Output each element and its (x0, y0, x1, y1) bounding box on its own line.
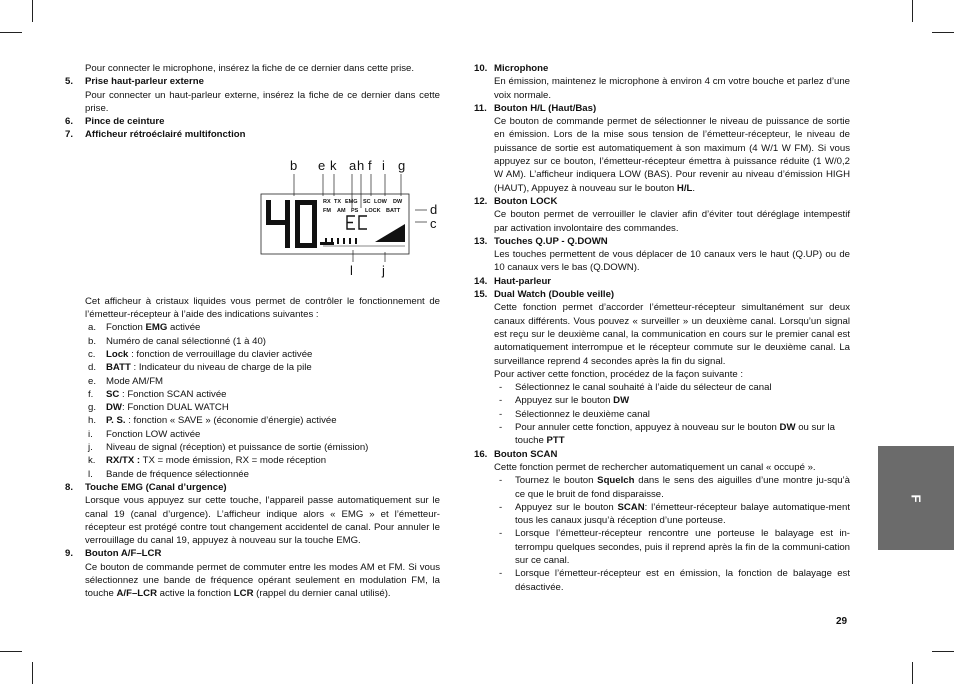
intro-text: Pour connecter le microphone, insérez la fiche de ce dernier dans cette prise. (85, 63, 415, 74)
list-bold: BATT (106, 362, 131, 374)
item-11 (474, 102, 850, 195)
list-letter: i. (88, 428, 93, 440)
crop-mark (32, 0, 33, 22)
item-title: Touches Q.UP - Q.DOWN (494, 235, 608, 247)
list-text: Numéro de canal sélectionné (1 à 40) (106, 335, 266, 347)
item-text: Lorsque vous appuyez sur cette touche, l’appareil passe automatiquement sur le canal 19 (canal d’urgence). L’afficheur indique alors « EMG » et l’émetteur-récepteur est protégé contre tout changement accidentel de canal. Pour annuler le verrouillage du canal 19, appuyez à nouveau sur la touche EMG. (85, 495, 440, 547)
dash-item (474, 381, 850, 394)
dash-text: Sélectionnez le deuxième canal (515, 408, 650, 420)
crop-mark (32, 662, 33, 684)
list-bold: Lock (106, 348, 129, 360)
dash-text: Sélectionnez le canal souhaité à l’aide du sélecteur de canal (515, 382, 772, 394)
signal-bar-graph (375, 224, 405, 242)
item-text: Pour activer cette fonction, procédez de la façon suivante : (494, 368, 744, 380)
item-number: 10. (474, 63, 488, 74)
callout-letter: d (430, 202, 438, 217)
item-14 (474, 275, 850, 288)
dash-list (474, 381, 850, 447)
item-9 (65, 547, 440, 600)
callout-letter: g (398, 158, 406, 173)
list-letter: a. (88, 322, 97, 334)
lcd-indicator-low: LOW (374, 199, 387, 205)
item-text: Les touches permettent de vous déplacer de 10 canaux vers le haut (Q.UP) ou de 10 canaux vers le bas (Q.DOWN). (494, 249, 850, 274)
text-run: Ce bouton de commande permet de sélectionner le niveau de puissance de sortie en émission. Lors de la mise sous tension de l’émetteur-récepteur, le niveau de puissance de sortie est automatiquement à son maximum (4 W/1 W FM). Si vous appuyez sur ce bouton, l’émetteur-récepteur émettra à puissance réduite (1 W/0,2 W AM). L’afficheur indiquera LOW (BAS). Pour revenir au niveau d’émission HIGH (HAUT), Appuyez à nouveau sur le bouton (494, 116, 850, 194)
item-10 (474, 62, 850, 102)
item-number: 12. (474, 195, 488, 207)
item-number: 5. (65, 76, 74, 88)
lcd-drawing (255, 158, 445, 280)
lcd-indicator-rx: RX (323, 199, 331, 205)
dash-text: ou sur la touche (515, 422, 835, 447)
legend-list (65, 321, 440, 481)
lcd-indicators-row1 (323, 199, 403, 205)
item-title: Pince de ceinture (85, 116, 165, 128)
list-bold: DW (106, 402, 122, 414)
callout-letter: b (290, 158, 298, 173)
item-5 (65, 75, 440, 115)
dash-item (474, 474, 850, 501)
list-item (65, 428, 440, 441)
callout-letter: h (357, 158, 365, 173)
item-16 (474, 448, 850, 475)
dash-marker: - (499, 382, 503, 394)
item-title: Microphone (494, 63, 549, 74)
list-item (65, 388, 440, 401)
item-title: Bouton SCAN (494, 448, 558, 460)
item-number: 14. (474, 275, 488, 287)
lcd-indicator-sc: SC (363, 199, 371, 205)
dash-item (474, 527, 850, 567)
dash-text: Tournez le bouton (515, 475, 598, 487)
lcd-indicator-batt: BATT (386, 208, 401, 214)
left-column (65, 62, 440, 601)
list-letter: d. (88, 362, 97, 374)
item-text (85, 561, 440, 601)
language-tab-letter (878, 446, 954, 550)
item-text: Pour connecter un haut-parleur externe, insérez la fiche de ce dernier dans cette prise. (85, 89, 440, 114)
item-text: En émission, maintenez le microphone à environ 4 cm votre bouche et parlez d’une voix normale. (494, 76, 850, 101)
item-8 (65, 481, 440, 547)
item-title: Afficheur rétroéclairé multifonction (85, 129, 246, 141)
lcd-small-segments (347, 216, 367, 229)
list-text: Fonction (106, 322, 146, 334)
dash-bold: DW (779, 422, 796, 434)
list-text: Bande de fréquence sélectionnée (106, 468, 249, 480)
list-text: : Indicateur du niveau de charge de la pile (130, 362, 312, 374)
crop-mark (912, 662, 913, 684)
lcd-indicator-lock: LOCK (365, 208, 381, 214)
dash-text: Pour annuler cette fonction, appuyez à nouveau sur le bouton (515, 422, 780, 434)
callout-letter: k (330, 158, 337, 173)
text-run: Ce bouton de commande permet de commuter entre les modes AM et FM. Si vous sélectionnez une bande de fréquence opérant seulement en modulation FM, la touche (85, 561, 440, 600)
text-run: . (692, 182, 696, 194)
callout-letter: a (349, 158, 357, 173)
item-15 (474, 288, 850, 381)
list-item (65, 375, 440, 388)
list-letter: j. (88, 442, 93, 454)
page-number: 29 (836, 616, 848, 627)
crop-mark (912, 0, 913, 22)
dash-bold: DW (613, 395, 630, 407)
item-text: Cette fonction permet d’accorder l’émetteur-récepteur simultanément sur deux canaux différents. Vous pouvez « surveiller » un deuxième canal. Lorsqu’un signal est reçu sur le deuxième canal, la communication en cours sur le premier canal est automatiquement interrompue et le récepteur commute sur le deuxième canal. La surveillance reprend 4 secondes après la fin du signal. (494, 302, 850, 367)
dash-marker: - (499, 408, 503, 420)
item-title: Haut-parleur (494, 275, 552, 287)
list-item (65, 321, 440, 334)
bold-run: H/L (676, 182, 693, 194)
language-tab (878, 446, 954, 550)
dash-bold: PTT (546, 435, 565, 447)
item-number: 15. (474, 289, 488, 301)
list-item (65, 468, 440, 481)
item-6 (65, 115, 440, 128)
list-item (65, 361, 440, 374)
dash-text: Lorsque l’émetteur-récepteur rencontre une porteuse le balayage est in-terrompu quelques secondes, puis il reprend après la fin de la communi-cation sur ce canal. (515, 528, 850, 566)
lcd-display-figure (255, 158, 445, 280)
dash-text: Appuyez sur le bouton (515, 501, 618, 513)
bold-run: LCR (233, 588, 254, 600)
list-item (65, 454, 440, 467)
list-text: TX = mode émission, RX = mode réception (140, 455, 327, 467)
list-letter: k. (88, 455, 96, 467)
dash-marker: - (499, 475, 503, 487)
language-tab-label: F (908, 494, 924, 502)
dash-item (474, 567, 850, 594)
item-text (494, 115, 850, 195)
dash-text: : l’émetteur-récepteur balaye automatique-ment tous les canaux jusqu’à réception d’une porteuse. (515, 501, 851, 527)
text-run: (rappel du dernier canal utilisé). (253, 588, 391, 600)
callout-letter: l (350, 263, 353, 278)
dash-marker: - (499, 395, 503, 407)
lcd-indicator-am: AM (337, 208, 346, 214)
list-item (65, 348, 440, 361)
item-title: Bouton A/F–LCR (85, 548, 162, 560)
lcd-indicator-ps: PS (351, 208, 359, 214)
item-number: 16. (474, 448, 488, 460)
item-13 (474, 235, 850, 275)
item-12 (474, 195, 850, 235)
lcd-indicator-dw: DW (393, 199, 403, 205)
right-column (474, 62, 850, 594)
item-number: 13. (474, 235, 488, 247)
callout-letter: e (318, 158, 326, 173)
callout-letter: j (382, 263, 385, 278)
dash-marker: - (499, 568, 503, 580)
item-title: Dual Watch (Double veille) (494, 289, 615, 301)
dash-marker: - (499, 501, 503, 513)
list-letter: l. (88, 468, 93, 480)
item-number: 6. (65, 116, 74, 128)
lcd-indicator-emg: EMG (345, 199, 358, 205)
item-number: 8. (65, 481, 74, 493)
list-item (65, 401, 440, 414)
item-title: Bouton LOCK (494, 195, 558, 207)
dash-text: dans le sens des aiguilles d’une montre ju-squ’à ce que le bruit de fond disparaisse. (515, 475, 851, 500)
list-item (65, 335, 440, 348)
list-text: Mode AM/FM (106, 375, 164, 387)
crop-mark (0, 651, 22, 652)
lcd-intro: Cet afficheur à cristaux liquides vous permet de contrôler le fonctionnement de l’émetteur-récepteur à l’aide des indications suivantes : (85, 295, 440, 321)
text-run: active la fonction (157, 588, 234, 600)
list-bold: EMG (145, 322, 168, 334)
list-text: : fonction de verrouillage du clavier activée (128, 348, 313, 360)
item-number: 11. (474, 102, 487, 114)
dash-list (474, 474, 850, 594)
dash-text: Lorsque l’émetteur-récepteur est en émission, la fonction de balayage est désactivée. (515, 568, 850, 593)
dash-marker: - (499, 528, 503, 540)
list-text: activée (167, 322, 201, 334)
list-text: Niveau de signal (réception) et puissance de sortie (émission) (106, 442, 369, 454)
item-number: 7. (65, 129, 74, 141)
list-letter: h. (88, 415, 97, 427)
list-bold: SC (106, 388, 120, 400)
dash-item (474, 421, 850, 448)
dash-bold: SCAN (617, 501, 645, 513)
list-bold: P. S. (106, 415, 126, 427)
item-7 (65, 128, 440, 141)
list-bold: RX/TX : (106, 455, 141, 467)
dash-text: Appuyez sur le bouton (515, 395, 614, 407)
lcd-indicator-tx: TX (334, 199, 342, 205)
dash-item (474, 394, 850, 407)
lcd-indicator-fm: FM (323, 208, 331, 214)
list-text: : Fonction SCAN activée (119, 388, 227, 400)
list-letter: g. (88, 402, 97, 414)
callout-letter: f (368, 158, 372, 173)
lcd-indicators-row2 (323, 208, 401, 214)
list-text: Fonction LOW activée (106, 428, 201, 440)
dash-marker: - (499, 422, 503, 434)
list-text: : Fonction DUAL WATCH (121, 402, 229, 414)
item-text: Ce bouton permet de verrouiller le clavier afin d’éviter tout déréglage intempestif par activation involontaire des commandes. (494, 209, 850, 234)
list-text: : fonction « SAVE » (économie d’énergie) activée (125, 415, 337, 427)
list-letter: b. (88, 335, 97, 347)
dash-item (474, 501, 850, 528)
crop-mark (0, 32, 22, 33)
item-title: Touche EMG (Canal d’urgence) (85, 481, 227, 493)
item-text: Cette fonction permet de rechercher automatiquement un canal « occupé ». (494, 461, 816, 473)
list-letter: c. (88, 348, 96, 360)
crop-mark (932, 651, 954, 652)
item-title: Bouton H/L (Haut/Bas) (494, 102, 597, 114)
dash-item (474, 408, 850, 421)
dash-bold: Squelch (597, 475, 635, 487)
bold-run: A/F–LCR (116, 588, 157, 600)
list-item (65, 414, 440, 427)
callout-letter: c (430, 216, 437, 231)
item-title: Prise haut-parleur externe (85, 76, 204, 88)
item-number: 9. (65, 548, 74, 560)
crop-mark (932, 32, 954, 33)
list-letter: e. (88, 375, 97, 387)
list-letter: f. (88, 388, 94, 400)
list-item (65, 441, 440, 454)
callout-letter: i (382, 158, 385, 173)
